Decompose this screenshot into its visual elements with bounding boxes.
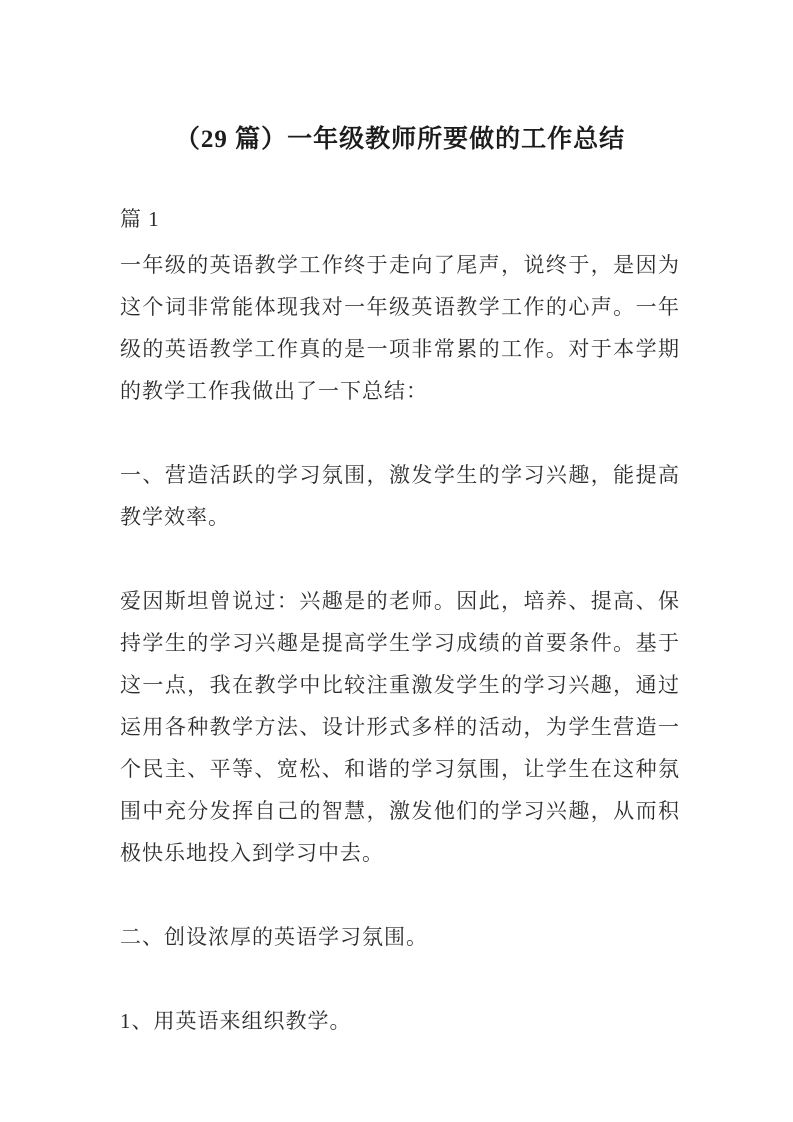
paragraph-heading-two: 二、创设浓厚的英语学习氛围。 xyxy=(120,925,428,949)
paragraph-heading-one: 一、营造活跃的学习氛围，激发学生的学习兴趣，能提高教学效率。 xyxy=(120,463,680,529)
document-title: （29 篇）一年级教师所要做的工作总结 xyxy=(174,126,626,153)
document-body xyxy=(120,118,680,1042)
paragraph-einstein: 爱因斯坦曾说过：兴趣是的老师。因此，培养、提高、保持学生的学习兴趣是提高学生学习成绩的首要条件。基于这一点，我在教学中比较注重激发学生的学习兴趣，通过运用各种教学方法、设计形式多样的活动，为学生营造一个民主、平等、宽松、和谐的学习氛围，让学生在这种氛围中充分发挥自己的智慧，激发他们的学习兴趣，从而积极快乐地投入到学习中去。 xyxy=(120,589,680,865)
paragraph-intro: 一年级的英语教学工作终于走向了尾声，说终于，是因为这个词非常能体现我对一年级英语教学工作的心声。一年级的英语教学工作真的是一项非常累的工作。对于本学期的教学工作我做出了一下总结： xyxy=(120,253,680,403)
section-label: 篇 1 xyxy=(120,207,160,231)
paragraph-item-one: 1、用英语来组织教学。 xyxy=(120,1009,352,1033)
